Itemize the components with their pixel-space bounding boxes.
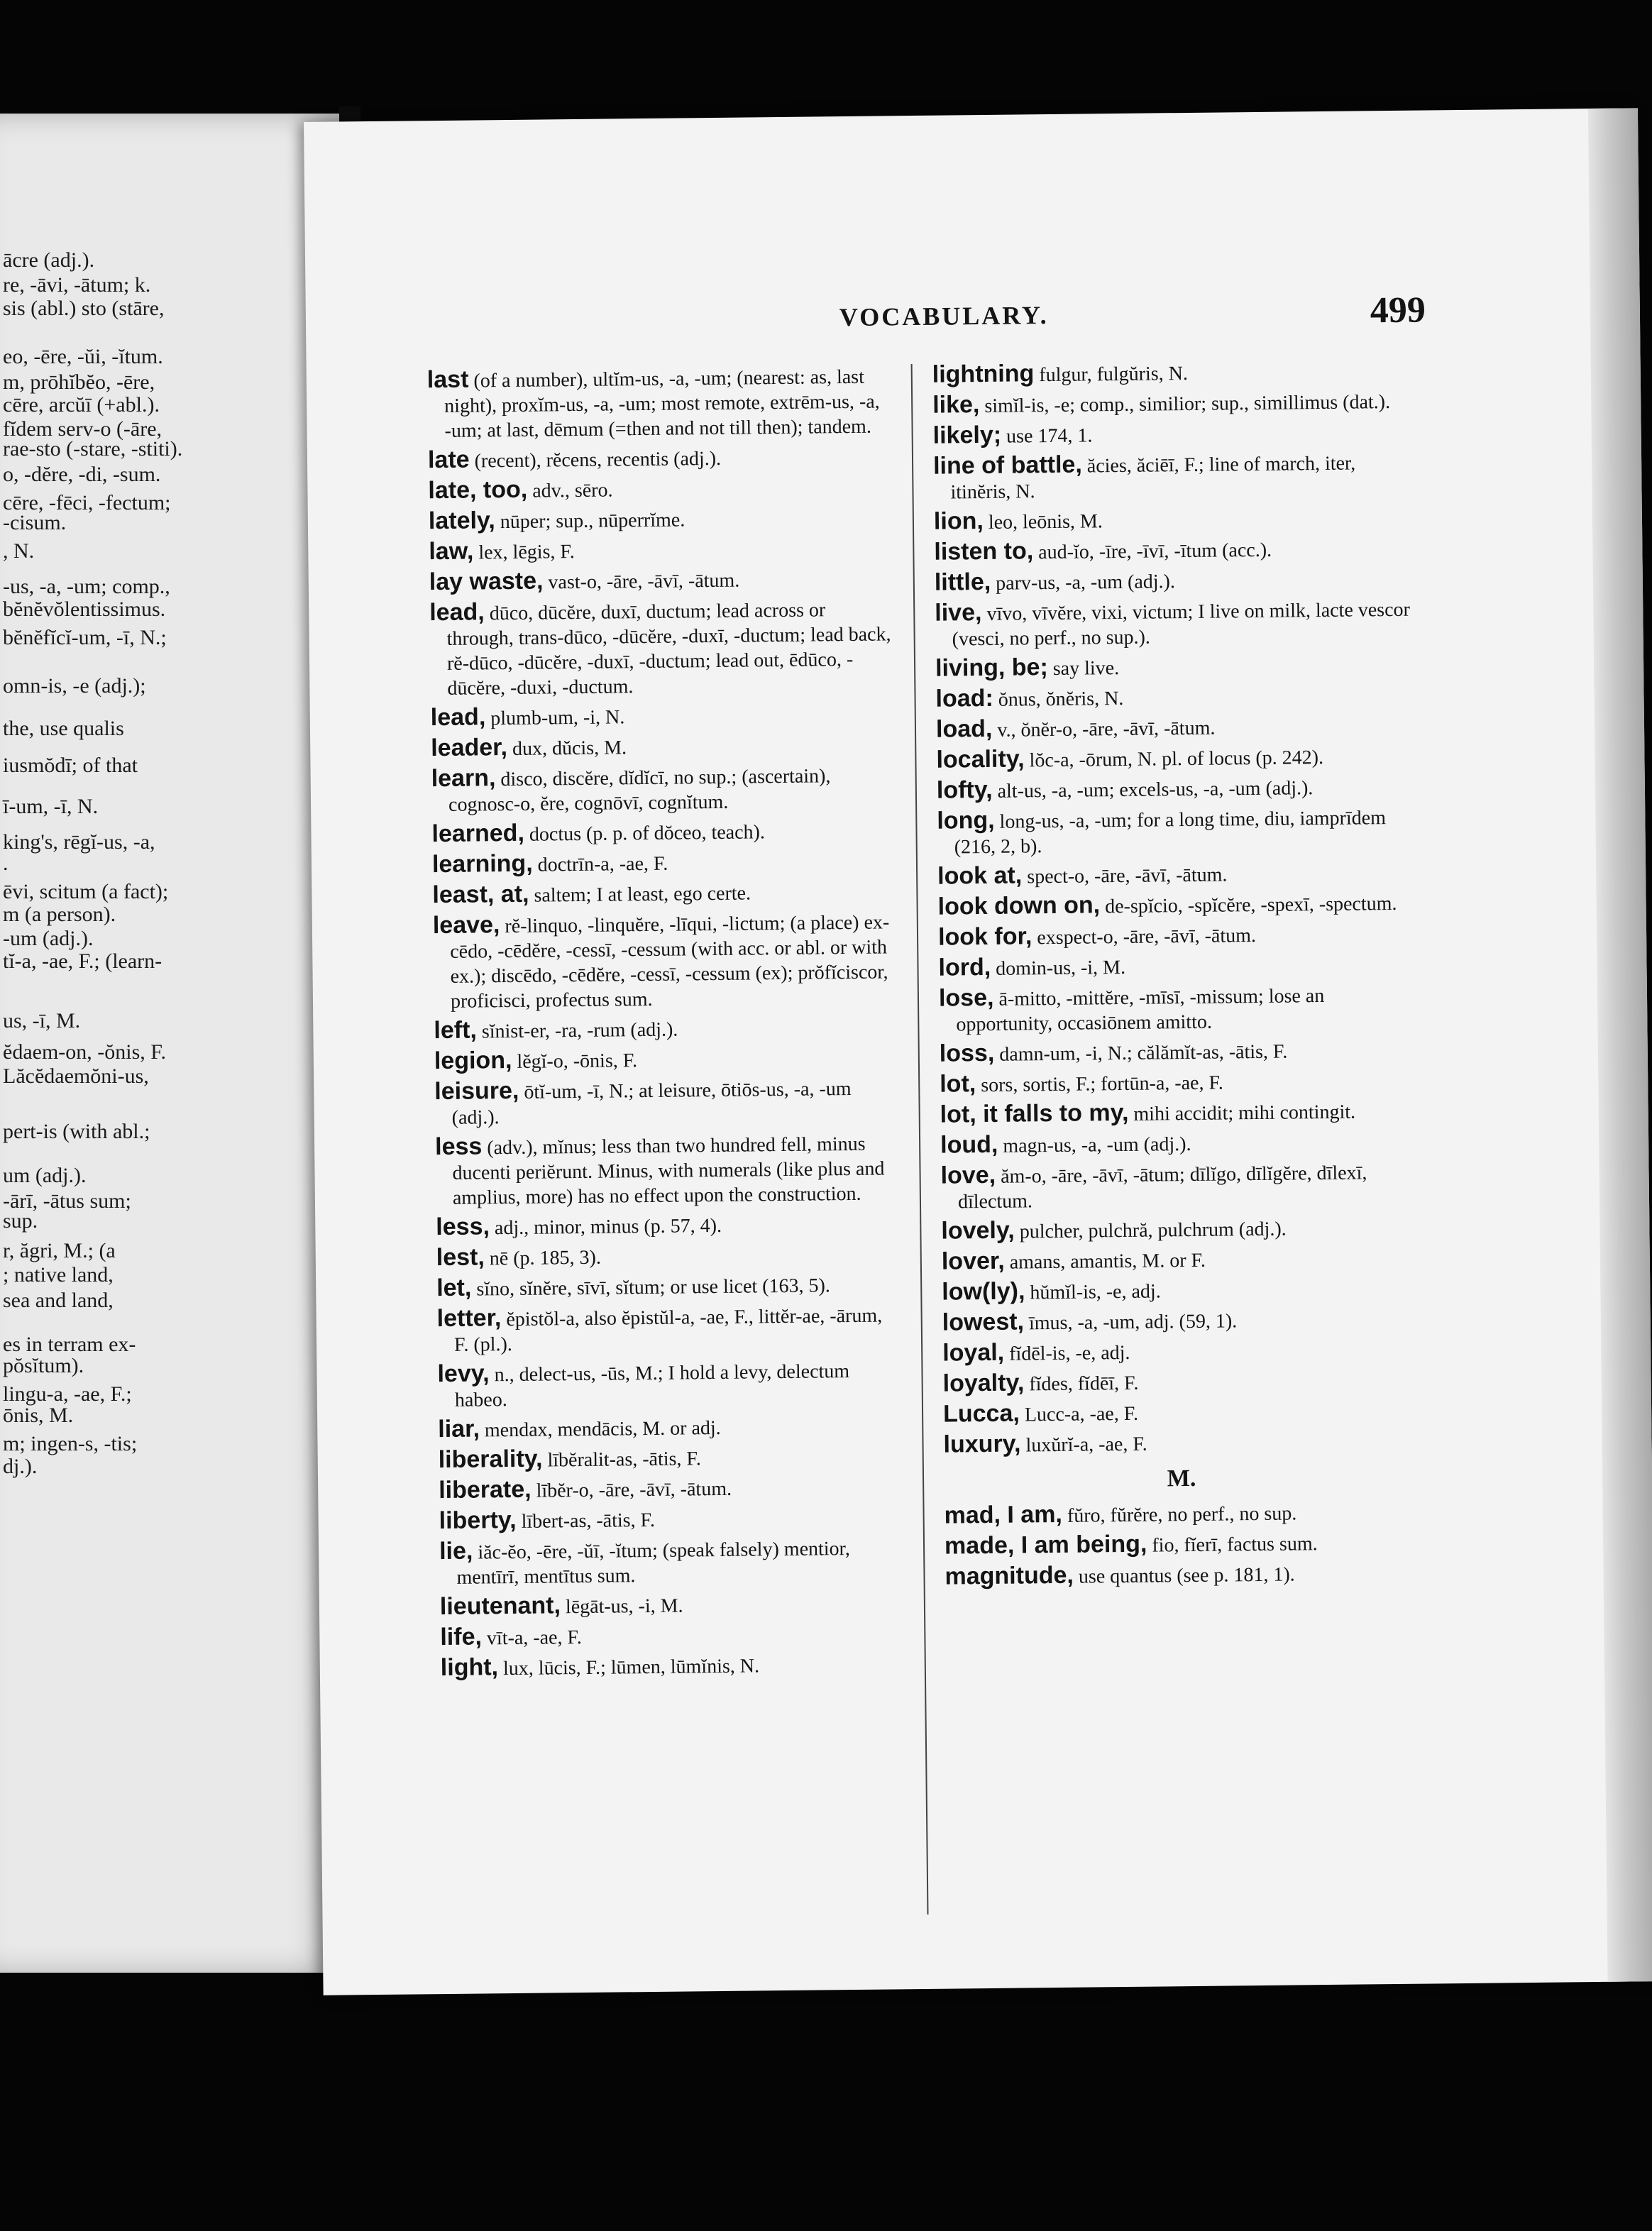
vocabulary-entry (932, 358, 1408, 389)
entry-definition: ăm-o, -āre, -āvī, -ātum; dīlĭgo, dīlĭgĕre, dīlexī, dīlectum. (957, 1162, 1367, 1213)
entry-definition: iăc-ĕo, -ēre, -ŭī, -ĭtum; (speak falsely) mentior, mentīrī, mentītus sum. (456, 1538, 850, 1589)
left-page-fragment: cēre, -fēci, -fectum; (3, 491, 171, 514)
right-page (304, 108, 1652, 1995)
left-page-fragment: , N. (3, 539, 35, 563)
vocabulary-entry (937, 859, 1413, 891)
entry-headword: lay waste, (429, 567, 544, 596)
entry-headword: loyal, (942, 1338, 1005, 1367)
entry-headword: look for, (937, 922, 1032, 951)
left-page-fragment: ācre (adj.). (3, 248, 95, 272)
section-letter: M. (1167, 1465, 1196, 1492)
entry-headword: magnitude, (945, 1561, 1074, 1590)
entry-headword: levy, (437, 1360, 490, 1388)
vocabulary-entry (940, 1159, 1416, 1215)
entry-definition: de-spĭcio, -spĭcĕre, -spexī, -spectum. (1100, 892, 1397, 918)
entry-definition: lēgāt-us, -i, M. (560, 1594, 683, 1619)
entry-definition: (recent), rĕcens, recentis (adj.). (469, 447, 722, 473)
entry-headword: low(ly), (942, 1277, 1025, 1306)
vocabulary-entry (428, 473, 889, 505)
entry-definition: alt-us, -a, -um; excels-us, -a, -um (adj.). (992, 777, 1314, 803)
vocabulary-entry (434, 1074, 896, 1130)
entry-definition: luxŭrĭ-a, -ae, F. (1020, 1433, 1147, 1457)
running-head: VOCABULARY. (839, 301, 1049, 332)
left-page-fragment: -cisum. (3, 511, 67, 534)
entry-definition: say live. (1047, 657, 1120, 681)
entry-definition: vast-o, -āre, -āvī, -ātum. (543, 569, 740, 594)
entry-headword: lead, (430, 703, 486, 732)
vocabulary-entry (935, 651, 1411, 683)
entry-headword: learn, (431, 764, 496, 793)
entry-definition: long-us, -a, -um; for a long time, diu, iamprīdem (216, 2, b). (954, 807, 1387, 859)
left-page-fragment: ōnis, M. (3, 1404, 74, 1427)
vocabulary-entry (942, 1336, 1418, 1367)
entry-headword: love, (940, 1161, 996, 1189)
entry-definition: nē (p. 185, 3). (484, 1246, 602, 1270)
entry-headword: learning, (431, 849, 533, 878)
entry-headword: mad, I am, (944, 1500, 1063, 1529)
entry-definition: ā-mitto, -mittĕre, -mīsī, -missum; lose an opportunity, occasiōnem amitto. (956, 985, 1325, 1036)
entry-definition: mendax, mendācis, M. or adj. (479, 1416, 721, 1442)
vocabulary-entry (429, 565, 891, 596)
entry-definition: fĭdes, fĭdēī, F. (1024, 1372, 1139, 1396)
vocabulary-entry (437, 1357, 899, 1413)
vocabulary-entry (932, 419, 1408, 450)
entry-headword: Lucca, (942, 1399, 1020, 1428)
left-page-fragment: king's, rēgĭ-us, -a, (3, 830, 155, 854)
entry-headword: life, (440, 1623, 483, 1651)
vocabulary-entry (936, 743, 1411, 774)
vocabulary-entry (933, 449, 1409, 505)
entry-definition: sĭnist-er, -ra, -rum (adj.). (476, 1018, 678, 1043)
vocabulary-entry (936, 712, 1411, 744)
entry-definition: vīvo, vīvĕre, vixi, victum; I live on milk, lacte vescor (vesci, no perf., no sup.). (952, 598, 1411, 651)
vocabulary-entry (432, 878, 893, 909)
entry-definition: spect-o, -āre, -āvī, -ātum. (1022, 864, 1228, 888)
entry-definition: hŭmĭl-is, -e, adj. (1025, 1280, 1161, 1304)
left-page-fragment: -um (adj.). (3, 927, 94, 950)
entry-headword: like, (932, 391, 980, 419)
entry-headword: look at, (937, 861, 1023, 890)
entry-headword: late (427, 446, 470, 474)
vocabulary-entry (938, 951, 1414, 982)
page-edge (1588, 108, 1652, 1982)
entry-definition: sĭno, sĭnĕre, sīvī, sĭtum; or use licet (163, 5). (471, 1274, 830, 1301)
entry-definition: use 174, 1. (1001, 424, 1093, 448)
entry-headword: lion, (933, 507, 984, 535)
entry-definition: saltem; I at least, ego certe. (529, 882, 751, 907)
entry-headword: lead, (429, 598, 485, 627)
left-page-fragment: m, prōhĭbĕo, -ēre, (3, 370, 155, 394)
entry-headword: lovely, (941, 1216, 1015, 1245)
vocabulary-entry (935, 682, 1411, 713)
entry-definition: lux, lūcis, F.; lūmen, lūmĭnis, N. (497, 1655, 760, 1680)
left-page-fragment: -ārī, -ātus sum; (3, 1189, 131, 1213)
vocabulary-entry (431, 817, 893, 848)
left-page-fragment: rae-sto (-stare, -stiti). (3, 437, 183, 461)
entry-headword: liberality, (438, 1445, 543, 1474)
entry-headword: lose, (938, 984, 994, 1012)
left-page-fragment: sis (abl.) sto (stāre, (3, 297, 165, 320)
vocabulary-entry (428, 443, 889, 474)
vocabulary-entry (940, 1128, 1416, 1159)
vocabulary-entry (943, 1428, 1419, 1459)
entry-headword: made, I am being, (944, 1530, 1147, 1560)
left-page-fragment: m; ingen-s, -tis; (3, 1432, 138, 1455)
left-page-fragment: eo, -ēre, -ŭi, -ĭtum. (3, 345, 163, 368)
left-page-fragment: iusmŏdī; of that (3, 754, 138, 777)
entry-definition: v., ŏnĕr-o, -āre, -āvī, -ātum. (992, 717, 1216, 742)
entry-definition: fio, fĭerī, factus sum. (1147, 1533, 1318, 1557)
entry-headword: leisure, (434, 1076, 519, 1106)
entry-definition: adv., sēro. (527, 479, 613, 502)
left-page-fragment: bĕnĕfĭcĭ-um, -ī, N.; (3, 626, 167, 649)
entry-definition: exspect-o, -āre, -āvī, -ātum. (1032, 925, 1257, 949)
vocabulary-entry (427, 363, 889, 444)
entry-definition: sors, sortis, F.; fortūn-a, -ae, F. (976, 1072, 1223, 1097)
vocabulary-entry (431, 700, 892, 732)
entry-headword: lately, (428, 507, 495, 535)
vocabulary-entry (429, 504, 890, 535)
entry-headword: little, (934, 568, 991, 596)
entry-definition: ăcies, ăciēī, F.; line of march, iter, itinĕris, N. (950, 452, 1356, 504)
left-page-fragment: the, use qualis (3, 717, 124, 740)
entry-headword: less, (436, 1213, 490, 1241)
vocabulary-entry (439, 1504, 900, 1535)
vocabulary-column-2 (932, 358, 1421, 1595)
page-number: 499 (1370, 290, 1426, 331)
vocabulary-entry (937, 804, 1413, 860)
entry-headword: long, (937, 806, 995, 834)
entry-headword: lieutenant, (439, 1592, 561, 1621)
vocabulary-entry (433, 908, 895, 1014)
entry-definition: dūco, dūcĕre, duxī, ductum; lead across or through, trans-dūco, -dūcĕre, -duxī, -ductum; lead back, rĕ-dūco, -dūcĕre, -duxī, -ductum; lead out, ēdūco, -dūcĕre, -duxi, -ductum. (446, 599, 891, 700)
vocabulary-entry (937, 773, 1412, 805)
entry-headword: load: (935, 684, 993, 712)
column-divider (911, 364, 929, 1915)
entry-definition: lĕgĭ-o, -ōnis, F. (512, 1050, 638, 1073)
entry-definition: magn-us, -a, -um (adj.). (998, 1133, 1191, 1157)
entry-headword: lightning (932, 360, 1035, 388)
entry-headword: liberate, (439, 1475, 532, 1504)
entry-headword: leave, (432, 911, 500, 940)
entry-definition: simĭl-is, -e; comp., similior; sup., simillimus (dat.). (979, 390, 1391, 418)
left-page-fragment: dj.). (3, 1455, 38, 1478)
left-page-fragment: sup. (3, 1209, 38, 1233)
vocabulary-entry (434, 1013, 895, 1045)
entry-headword: loud, (940, 1130, 998, 1159)
entry-definition: ŏnus, ŏnĕris, N. (993, 687, 1124, 711)
entry-headword: legion, (434, 1047, 512, 1075)
left-page-fragment: Lăcĕdaemŏni-us, (3, 1064, 149, 1088)
entry-definition: lībert-as, -ātis, F. (516, 1509, 656, 1533)
vocabulary-entry (429, 595, 891, 701)
entry-definition: use quantus (see p. 181, 1). (1073, 1563, 1295, 1588)
entry-definition: leo, leōnis, M. (983, 510, 1103, 534)
vocabulary-entry (942, 1275, 1417, 1306)
entry-definition: (of a number), ultĭm-us, -a, -um; (nearest: as, last night), proxĭm-us, -a, -um; most remote, extrēm-us, -a, -um; at last, dēmum (=then and not till then); tandem. (444, 365, 880, 442)
entry-definition: mihi accidit; mihi contingit. (1128, 1101, 1356, 1125)
vocabulary-entry (431, 761, 893, 817)
entry-headword: likely; (932, 421, 1002, 449)
entry-definition: damn-um, -i, N.; călămĭt-as, -ātis, F. (994, 1040, 1288, 1066)
left-page-fragment: r, ăgri, M.; (a (3, 1239, 116, 1262)
vocabulary-entry (439, 1534, 901, 1590)
vocabulary-entry (439, 1443, 900, 1474)
vocabulary-entry (441, 1651, 902, 1682)
vocabulary-entry (438, 1412, 899, 1443)
vocabulary-entry (435, 1130, 897, 1211)
entry-headword: letter, (436, 1304, 502, 1333)
entry-definition: pulcher, pulchră, pulchrum (adj.). (1014, 1218, 1287, 1243)
entry-headword: learned, (431, 819, 525, 848)
entry-definition: adj., minor, minus (p. 57, 4). (489, 1214, 722, 1240)
left-page-fragment: ī-um, -ī, N. (3, 795, 99, 818)
vocabulary-entry (932, 388, 1408, 419)
entry-headword: lot, it falls to my, (940, 1098, 1129, 1128)
left-page-fragment: pert-is (with abl.; (3, 1120, 150, 1143)
entry-headword: liberty, (439, 1506, 517, 1535)
vocabulary-entry (942, 1245, 1417, 1276)
entry-definition: plumb-um, -i, N. (485, 706, 625, 730)
vocabulary-entry (429, 534, 890, 566)
entry-headword: late, too, (428, 475, 528, 505)
vocabulary-entry (941, 1214, 1416, 1245)
entry-headword: locality, (936, 745, 1025, 773)
left-page (0, 114, 339, 1973)
vocabulary-entry (939, 981, 1415, 1037)
left-page-fragment: sea and land, (3, 1289, 114, 1312)
entry-headword: lord, (938, 953, 991, 981)
entry-headword: light, (440, 1653, 499, 1682)
left-page-fragment: o, -dĕre, -di, -sum. (3, 463, 161, 486)
entry-headword: loss, (939, 1039, 995, 1067)
entry-definition: aud-ĭo, -īre, -īvī, -ītum (acc.). (1033, 539, 1272, 564)
left-page-fragment: fĭdem serv-o (-āre, (3, 417, 163, 441)
vocabulary-entry (934, 535, 1409, 566)
left-page-fragment: -us, -a, -um; comp., (3, 575, 170, 598)
entry-definition: lībĕr-o, -āre, -āvī, -ātum. (531, 1477, 732, 1502)
entry-definition: fĭdēl-is, -e, adj. (1004, 1341, 1130, 1365)
entry-definition: nūper; sup., nūperrĭme. (495, 509, 685, 534)
vocabulary-entry (439, 1473, 900, 1504)
left-page-fragment: lingu-a, -ae, F.; (3, 1382, 132, 1406)
left-page-fragment: pŏsĭtum). (3, 1354, 84, 1377)
vocabulary-entry (945, 1529, 1420, 1560)
vocabulary-entry (940, 1098, 1416, 1129)
vocabulary-entry (432, 847, 893, 878)
vocabulary-entry (440, 1620, 901, 1651)
vocabulary-entry (934, 505, 1409, 536)
entry-headword: left, (434, 1016, 478, 1045)
left-page-fragment: um (adj.). (3, 1164, 87, 1187)
vocabulary-entry (942, 1306, 1418, 1337)
vocabulary-entry (440, 1590, 901, 1621)
entry-definition: Lucc-a, -ae, F. (1019, 1402, 1139, 1426)
entry-headword: lofty, (936, 776, 993, 804)
entry-definition: parv-us, -a, -um (adj.). (991, 571, 1176, 595)
left-page-fragment: re, -āvi, -ātum; k. (3, 273, 151, 297)
entry-definition: lex, lēgis, F. (473, 541, 575, 564)
left-page-fragment: tĭ-a, -ae, F.; (learn- (3, 949, 163, 973)
left-page-fragment: es in terram ex- (3, 1333, 136, 1356)
left-page-fragment: ; native land, (3, 1263, 114, 1287)
entry-definition: ōtĭ-um, -ī, N.; at leisure, ōtiōs-us, -a, -um (adj.). (451, 1077, 852, 1129)
left-page-fragment: ĕdaem-on, -ŏnis, F. (3, 1040, 167, 1064)
left-page-fragment: bĕnĕvŏlentissimus. (3, 597, 166, 621)
entry-definition: domin-us, -i, M. (991, 956, 1126, 980)
entry-definition: disco, discĕre, dĭdĭcī, no sup.; (ascertain), cognosc-o, ĕre, cognōvī, cognĭtum. (448, 765, 831, 816)
entry-headword: luxury, (943, 1430, 1021, 1458)
entry-definition: īmus, -a, -um, adj. (59, 1). (1023, 1310, 1238, 1335)
entry-definition: doctrīn-a, -ae, F. (532, 852, 668, 876)
entry-definition: doctus (p. p. of dŏceo, teach). (524, 821, 766, 846)
entry-headword: leader, (431, 734, 508, 762)
entry-headword: lot, (940, 1070, 976, 1098)
vocabulary-entry (945, 1560, 1420, 1591)
vocabulary-entry (431, 731, 892, 762)
vocabulary-entry (940, 1037, 1415, 1068)
vocabulary-entry (935, 596, 1411, 652)
vocabulary-entry (935, 566, 1410, 597)
entry-definition: lŏc-a, -ōrum, N. pl. of locus (p. 242). (1024, 747, 1324, 772)
entry-headword: listen to, (934, 537, 1034, 566)
entry-headword: lover, (941, 1247, 1005, 1275)
left-page-fragment: ēvi, scitum (a fact); (3, 880, 169, 903)
entry-headword: least, at, (432, 880, 529, 909)
left-page-fragment: us, -ī, M. (3, 1009, 81, 1032)
vocabulary-column-1 (427, 363, 902, 1686)
vocabulary-entry (938, 920, 1414, 952)
entry-headword: less (434, 1133, 483, 1161)
entry-headword: lowest, (942, 1308, 1025, 1336)
entry-definition: lībĕralit-as, -ātis, F. (542, 1448, 701, 1472)
vocabulary-entry (942, 1367, 1418, 1398)
vocabulary-entry (436, 1301, 898, 1357)
entry-headword: let, (436, 1274, 472, 1302)
entry-definition: fulgur, fulgŭris, N. (1034, 362, 1189, 387)
entry-headword: law, (429, 537, 474, 566)
entry-headword: look down on, (937, 891, 1101, 920)
entry-headword: lie, (439, 1537, 473, 1565)
left-page-fragment: m (a person). (3, 903, 116, 926)
entry-definition: rĕ-linquo, -linquĕre, -līqui, -lictum; (a place) ex-cēdo, -cēdĕre, -cessī, -cessum (with acc. or abl. or with ex.); discēdo, -cēdĕre, -cessī, -cessum (ex); prŏfĭciscor, proficisci, profectus sum. (450, 911, 890, 1013)
entry-headword: live, (935, 599, 982, 627)
vocabulary-entry (937, 890, 1413, 921)
vocabulary-entry (436, 1271, 898, 1302)
entry-headword: load, (935, 715, 993, 743)
left-page-fragment: . (3, 852, 9, 875)
entry-headword: living, be; (935, 654, 1048, 682)
vocabulary-entry (434, 1044, 896, 1075)
entry-headword: line of battle, (932, 451, 1082, 480)
entry-definition: dux, dŭcis, M. (507, 737, 627, 761)
entry-definition: n., delect-us, -ūs, M.; I hold a levy, delectum habeo. (454, 1360, 850, 1411)
entry-definition: fŭro, fŭrĕre, no perf., no sup. (1062, 1502, 1297, 1527)
vocabulary-entry (940, 1067, 1415, 1098)
entry-definition: amans, amantis, M. or F. (1004, 1249, 1206, 1274)
entry-headword: lest, (436, 1243, 485, 1272)
entry-headword: last (426, 365, 469, 394)
vocabulary-entry (943, 1397, 1419, 1428)
vocabulary-entry (436, 1210, 897, 1241)
vocabulary-entry (436, 1240, 898, 1272)
entry-definition: vīt-a, -ae, F. (481, 1626, 582, 1650)
entry-headword: liar, (438, 1415, 480, 1443)
entry-headword: loyalty, (942, 1369, 1025, 1397)
left-page-fragment: omn-is, -e (adj.); (3, 674, 146, 698)
left-page-fragment: cēre, arcŭī (+abl.). (3, 393, 160, 417)
entry-definition: (adv.), mĭnus; less than two hundred fell, minus ducenti periĕrunt. Minus, with numerals (like plus and amplius, more) has no effect upon the construction. (452, 1133, 885, 1209)
entry-definition: ĕpistŏl-a, also ĕpistŭl-a, -ae, F., littĕr-ae, -ārum, F. (pl.). (453, 1304, 883, 1356)
vocabulary-entry (944, 1499, 1419, 1530)
